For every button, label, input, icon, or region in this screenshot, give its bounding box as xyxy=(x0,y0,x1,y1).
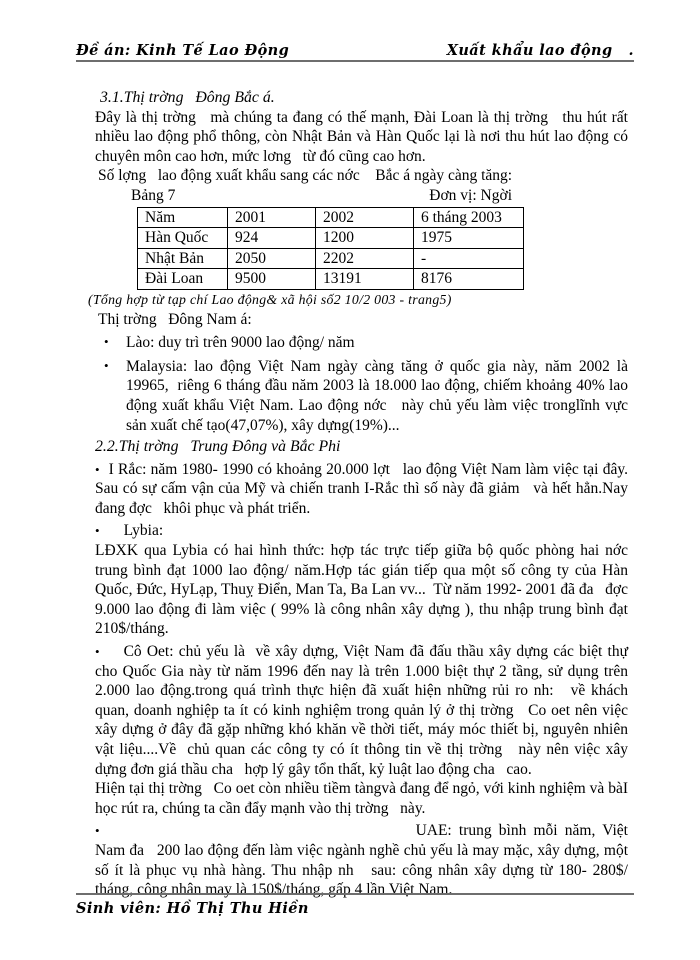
bullet-icon: • xyxy=(95,823,100,839)
list-item-uae xyxy=(95,821,632,899)
table-header-cell: 6 tháng 2003 xyxy=(414,207,524,228)
list-item-text: I Rắc: năm 1980- 1990 có khoảng 20.000 lợt lao động Việt Nam làm việc tại đây. Sau có sự cấm vận của Mỹ và chiến tranh I-Rắc thì số này đã giảm và hết hẳn.Nay đang đợc khôi phục và phát triển. xyxy=(95,460,632,517)
section-heading-3-1: 3.1.Thị trờng Đông Bắc á. xyxy=(100,89,275,106)
table-cell: 2050 xyxy=(228,248,316,269)
list-item-text: Lybia: xyxy=(123,522,164,540)
list-item-coet xyxy=(95,642,632,779)
list-item-malaysia xyxy=(95,357,632,435)
southeast-asia-heading: Thị trờng Đông Nam á: xyxy=(98,310,252,328)
table-source-caption: (Tổng hợp từ tạp chí Lao động& xã hội số2 10/2 003 - trang5) xyxy=(88,291,452,307)
header-right-dot: . xyxy=(628,42,634,59)
table-cell: 9500 xyxy=(228,269,316,290)
bullet-icon: • xyxy=(104,357,109,373)
header-left-title: Đề án: Kinh Tế Lao Động xyxy=(76,42,290,59)
page-footer xyxy=(76,893,634,917)
bullet-icon: • xyxy=(95,523,100,539)
list-item-text: Cô Oet: chủ yếu là về xây dựng, Việt Nam đã đấu thầu xây dựng các biệt thự cho Quốc Gia này từ năm 1996 đến nay là trên 1.000 biệt thự 2 tầng, sử dụng trên 2.000 lao động.trong quá trình thực hiện đã xuất hiện những rủi ro nh: về khách quan, doanh nghiệp ta ít có kinh nghiệm trong quản lý ở thị trờng Co oet nên việc xây dựng ở đây đã gặp những khó khăn về thời tiết, máy móc thiết bị, nguyên nhiên vật liệu....Về chủ quan các công ty có ít thông tin về thị trờng này nên việc xây dựng đơn giá thầu cha hợp lý gây tổn thất, kỷ luật lao động cha cao. xyxy=(95,643,632,778)
bullet-icon: • xyxy=(95,644,100,660)
paragraph-table-leadin: Số lợng lao động xuất khẩu sang các nớc Bắc á ngày càng tăng: xyxy=(98,167,513,185)
table-row xyxy=(138,248,524,269)
table-cell: 1200 xyxy=(316,228,414,249)
footer-student-name: Sinh viên: Hồ Thị Thu Hiền xyxy=(76,900,309,917)
document-body xyxy=(88,88,640,900)
labor-export-table xyxy=(137,207,524,290)
header-right-title: Xuất khẩu lao động xyxy=(446,42,613,59)
table-unit-label: Đơn vị: Ngời xyxy=(429,186,512,204)
list-item-lybia xyxy=(95,521,628,541)
table-header-cell: 2001 xyxy=(228,207,316,228)
table-cell: Hàn Quốc xyxy=(138,228,228,249)
table-header-cell: Năm xyxy=(138,207,228,228)
list-item-text: Malaysia: lao động Việt Nam ngày càng tăng ở quốc gia này, năm 2002 là 19965, riêng 6 tháng đầu năm 2003 là 18.000 lao động, chiếm khoảng 40% lao động xuất khẩu Việt Nam. Lao động nớc này chủ yếu làm việc tronglĩnh vực sản xuất chế tạo(47,07%), xây dựng(19%)... xyxy=(126,357,632,434)
list-item-laos xyxy=(95,333,628,353)
table-cell: 1975 xyxy=(414,228,524,249)
table-header-row xyxy=(138,207,524,228)
paragraph-ldxk-lybia: LĐXK qua Lybia có hai hình thức: hợp tác trực tiếp giữa bộ quốc phòng hai nớc trung bình đạt 1000 lao động/ năm.Hợp tác gián tiếp qua một số công ty của Hàn Quốc, Đức, HyLạp, Thuỵ Điển, Man Ta, Ba Lan vv... Từ năm 1992- 2001 đã đa đợc 9.000 lao động đi làm việc ( 99% là công nhân xây dựng ), thu nhập trung bình đạt 210$/tháng. xyxy=(95,542,640,638)
list-item-text: Lào: duy trì trên 9000 lao động/ năm xyxy=(126,334,355,352)
list-item-text: UAE: trung bình mỗi năm, Việt Nam đa 200 lao động đến làm việc ngành nghề chủ yếu là may mặc, xây dựng, một số ít là phục vụ nhà hàng. Thu nhập nh sau: công nhân xây dựng từ 180- 280$/ tháng, công nhân may là 150$/tháng, gấp 4 lần Việt Nam. xyxy=(95,822,632,899)
list-item-irac xyxy=(95,460,632,519)
bullet-icon: • xyxy=(104,334,109,350)
table-label: Bảng 7 xyxy=(131,186,176,204)
page-header xyxy=(76,42,634,62)
paragraph-coet-outlook: Hiện tại thị trờng Co oet còn nhiều tiềm tàngvà đang để ngỏ, với kinh nghiệm và bàI học rút ra, chúng ta cần đẩy mạnh vào thị trờng này. xyxy=(95,780,632,817)
table-header-cell: 2002 xyxy=(316,207,414,228)
table-cell: 13191 xyxy=(316,269,414,290)
section-heading-2-2: 2.2.Thị trờng Trung Đông và Bắc Phi xyxy=(95,438,341,456)
table-cell: Đài Loan xyxy=(138,269,228,290)
table-caption-row xyxy=(95,186,628,206)
header-right-group xyxy=(447,42,634,59)
table-row xyxy=(138,228,524,249)
table-cell: 2202 xyxy=(316,248,414,269)
table-cell: Nhật Bản xyxy=(138,248,228,269)
table-cell: 924 xyxy=(228,228,316,249)
table-cell: - xyxy=(414,248,524,269)
bullet-icon: • xyxy=(95,461,100,477)
paragraph-northeast-intro: Đây là thị trờng mà chúng ta đang có thế mạnh, Đài Loan là thị trờng thu hút rất nhiều lao động phổ thông, còn Nhật Bản và Hàn Quốc lại là nơi thu hút lao động có chuyên môn cao hơn, mức lơng từ đó cũng cao hơn. xyxy=(95,108,632,165)
table-cell: 8176 xyxy=(414,269,524,290)
table-row xyxy=(138,269,524,290)
